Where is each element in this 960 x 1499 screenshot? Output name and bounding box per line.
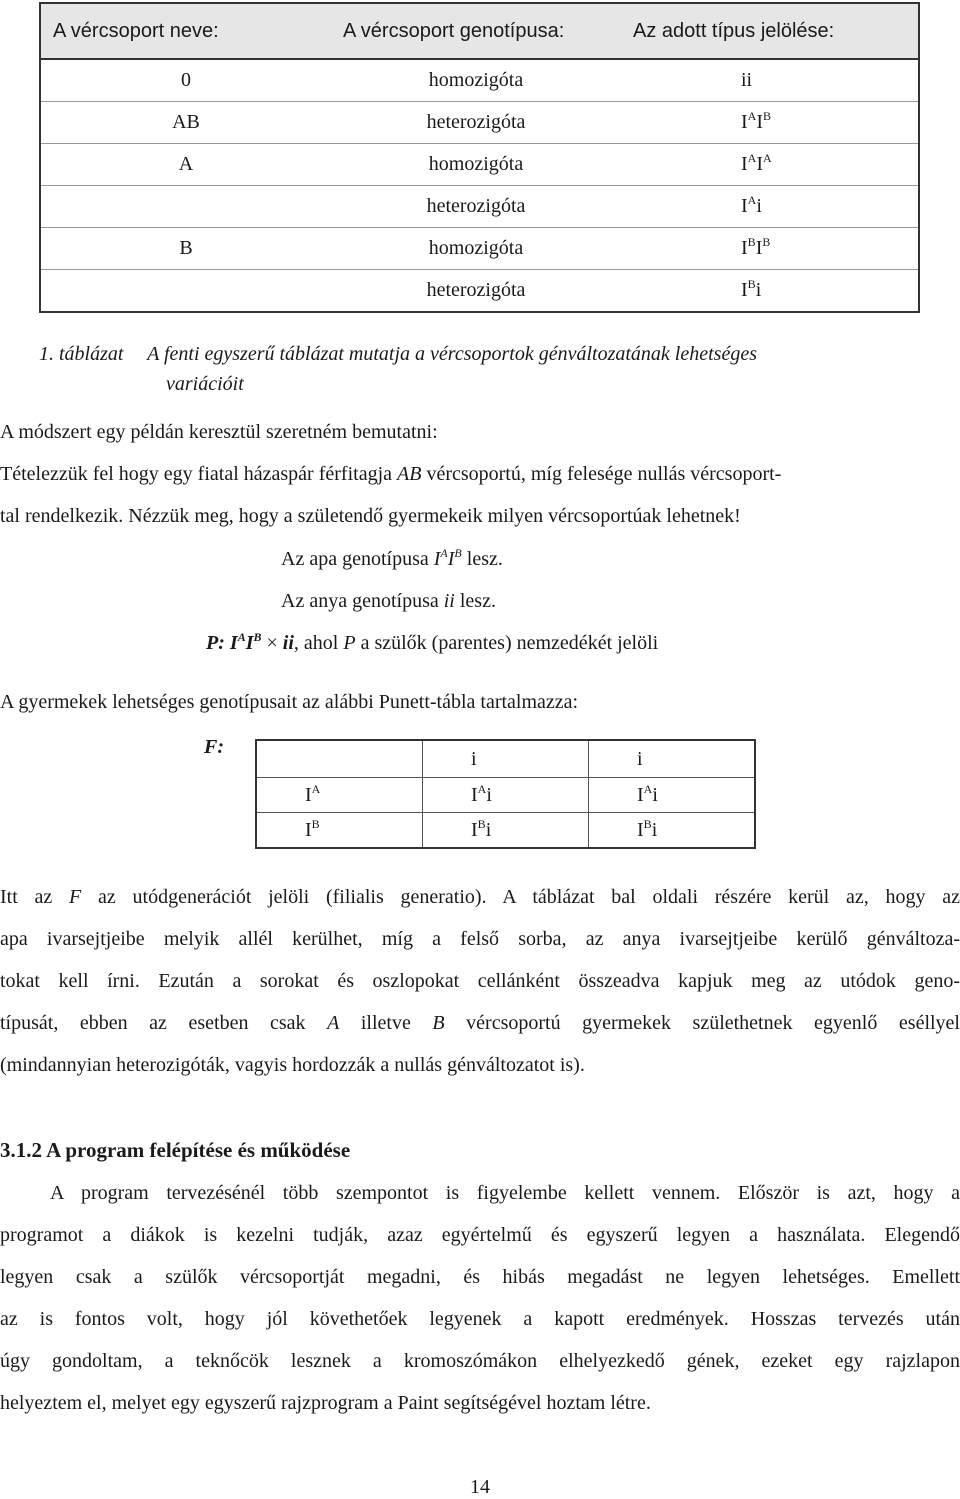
text-line: legyen csak a szülők vércsoportját megadni, és hibás megadást ne legyen lehetséges. Emellett bbox=[0, 1266, 960, 1288]
page-number: 14 bbox=[470, 1476, 490, 1498]
section-heading: 3.1.2 A program felépítése és működése bbox=[0, 1138, 351, 1162]
cell-mark: $I^BI^B$ bbox=[621, 228, 919, 270]
mother-tail: lesz. bbox=[454, 590, 496, 612]
header-name: A vércsoport neve: bbox=[40, 3, 331, 59]
parents-tail-b: a szülők (parentes) nemzedékét jelöli bbox=[355, 632, 659, 654]
cell-name: B bbox=[40, 228, 331, 270]
cell-name: AB bbox=[40, 102, 331, 144]
cell-genotype: heterozigóta bbox=[331, 102, 621, 144]
para1-line2: tal rendelkezik. Nézzük meg, hogy a születendő gyermekeik milyen vércsoportúak lehetnek! bbox=[0, 505, 741, 527]
punnett-table bbox=[255, 739, 756, 849]
punnett-cell: $I^Bi$ bbox=[589, 813, 756, 849]
punnett-cell: $I^Ai$ bbox=[423, 778, 589, 813]
cell-name bbox=[40, 186, 331, 228]
text-line: helyeztem el, melyet egy egyszerű rajzprogram a Paint segítségével hoztam létre. bbox=[0, 1392, 651, 1414]
para3 bbox=[0, 1172, 960, 1424]
caption-text: A fenti egyszerű táblázat mutatja a vércsoportok génváltozatának lehetséges bbox=[147, 343, 757, 365]
punnett-row bbox=[256, 778, 755, 813]
father-line bbox=[281, 548, 503, 571]
punnett-corner bbox=[256, 740, 423, 778]
table-row bbox=[40, 144, 919, 186]
mother-line bbox=[281, 590, 496, 613]
punnett-cell: $I^Bi$ bbox=[423, 813, 589, 849]
blood-group-table bbox=[39, 2, 920, 313]
punnett-intro: A gyermekek lehetséges genotípusait az alábbi Punett-tábla tartalmazza: bbox=[0, 691, 579, 713]
cross-symbol: × bbox=[266, 632, 278, 654]
cell-mark: $I^Bi$ bbox=[741, 277, 762, 301]
table-row bbox=[40, 102, 919, 144]
father-genotype: $I^AI^B$ bbox=[433, 546, 462, 570]
cell-mark: $I^AI^A$ bbox=[621, 144, 919, 186]
text-line: Itt az F az utódgenerációt jelöli (filialis generatio). A táblázat bal oldali részére kerül az, hogy az bbox=[0, 886, 960, 908]
text-line: úgy gondoltam, a teknőcök lesznek a kromoszómákon elhelyezkedő gének, ezeket egy rajzlapon bbox=[0, 1350, 960, 1372]
text-line: (mindannyian heterozigóták, vagyis hordozzák a nullás génváltozatot is). bbox=[0, 1054, 585, 1076]
cell-genotype: heterozigóta bbox=[426, 279, 526, 301]
cell-mark: ii bbox=[621, 59, 919, 102]
caption-text-2: variációit bbox=[166, 373, 244, 395]
para1-line1-a: Tételezzük fel hogy egy fiatal házaspár férfitagja bbox=[0, 463, 398, 485]
punnett-mother-allele: i bbox=[589, 740, 756, 778]
text-line: tokat kell írni. Ezután a sorokat és oszlopokat cellánként összeadva kapjuk meg az utódok geno- bbox=[0, 970, 960, 992]
cell-genotype: homozigóta bbox=[331, 144, 621, 186]
para2 bbox=[0, 876, 960, 1086]
father-tail: lesz. bbox=[461, 548, 503, 570]
f-label: F: bbox=[204, 736, 224, 758]
para1-line1-ab: AB bbox=[397, 463, 422, 485]
punnett-header-row bbox=[256, 740, 755, 778]
parents-ii: ii bbox=[282, 632, 294, 654]
punnett-cell: $I^Ai$ bbox=[589, 778, 756, 813]
punnett-father-allele: $I^A$ bbox=[256, 778, 423, 813]
cell-mark: $I^AI^B$ bbox=[621, 102, 919, 144]
header-mark: Az adott típus jelölése: bbox=[621, 3, 919, 59]
punnett-row bbox=[256, 813, 755, 849]
cell-name: A bbox=[40, 144, 331, 186]
text-line: programot a diákok is kezelni tudják, azaz egyértelmű és egyszerű legyen a használata. Elegendő bbox=[0, 1224, 960, 1246]
parents-tail-a: , ahol bbox=[293, 632, 344, 654]
intro-text: A módszert egy példán keresztül szeretném bemutatni: bbox=[0, 421, 438, 443]
text-line: típusát, ebben az esetben csak A illetve B vércsoportú gyermekek születhetnek egyenlő eséllyel bbox=[0, 1012, 960, 1034]
table-row bbox=[40, 186, 919, 228]
para1-line1 bbox=[0, 463, 781, 486]
mother-text: Az anya genotípusa bbox=[281, 590, 444, 612]
cell-genotype: heterozigóta bbox=[331, 186, 621, 228]
parents-father-genotype: $I^AI^B$ bbox=[229, 630, 262, 654]
cell-name bbox=[40, 270, 331, 313]
header-genotype: A vércsoport genotípusa: bbox=[331, 3, 621, 59]
parents-p: P: bbox=[206, 632, 225, 654]
table-row bbox=[40, 270, 919, 313]
punnett-mother-allele: i bbox=[423, 740, 589, 778]
table-row bbox=[40, 59, 919, 102]
punnett-father-allele: $I^B$ bbox=[256, 813, 423, 849]
table-caption bbox=[39, 340, 959, 369]
para1-line1-c: vércsoportú, míg felesége nullás vércsoport- bbox=[421, 463, 782, 485]
cell-genotype: homozigóta bbox=[331, 228, 621, 270]
table-row bbox=[40, 228, 919, 270]
parents-line bbox=[206, 632, 658, 655]
caption-number: 1. táblázat bbox=[39, 343, 124, 365]
cell-genotype: homozigóta bbox=[331, 59, 621, 102]
text-line: A program tervezésénél több szempontot is figyelembe kellett vennem. Először is azt, hogy a bbox=[50, 1182, 960, 1204]
table-header-row bbox=[40, 3, 919, 59]
parents-tail-p: P bbox=[343, 632, 356, 654]
text-line: apa ivarsejtjeibe melyik allél kerülhet, míg a felső sorba, az anya ivarsejtjeibe kerülő génváltoza- bbox=[0, 928, 960, 950]
father-text: Az apa genotípusa bbox=[281, 548, 434, 570]
cell-name: 0 bbox=[40, 59, 331, 102]
text-line: az is fontos volt, hogy jól követhetőek legyenek a kapott eredmények. Hosszas tervezés után bbox=[0, 1308, 960, 1330]
mother-genotype: ii bbox=[443, 590, 455, 612]
cell-mark: $I^Ai$ bbox=[621, 186, 919, 228]
